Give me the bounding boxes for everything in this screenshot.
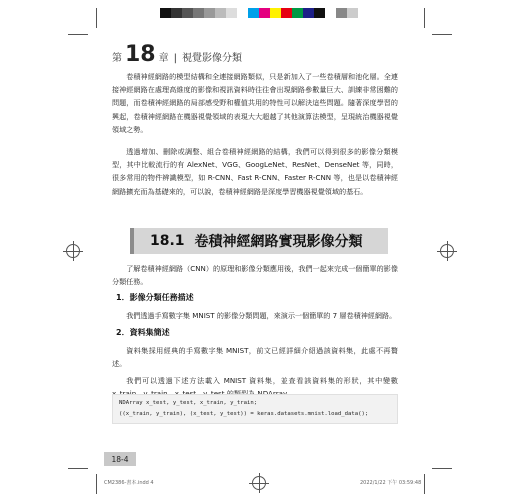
color-swatch [171, 8, 182, 18]
chapter-number: 18 [125, 42, 156, 67]
crop-mark-bottom-right-h [432, 468, 452, 469]
body-text-upper [112, 70, 398, 207]
section-number: 18.1 [150, 233, 185, 249]
crop-mark-bottom-left-h [68, 468, 88, 469]
color-swatch [204, 8, 215, 18]
paragraph: 資料集採用經典的手寫數字集 MNIST，前文已經詳細介紹過該資料集，此處不再贅述。 [112, 345, 398, 368]
chapter-header [112, 44, 242, 66]
color-swatch [215, 8, 226, 18]
printer-color-bar [160, 8, 358, 18]
print-slug-timestamp: 2022/1/22 下午 03:59:48 [360, 480, 422, 486]
color-swatch [193, 8, 204, 18]
chapter-word-suffix: 章 [158, 53, 169, 64]
crop-mark-bottom-right-v [424, 474, 425, 494]
color-swatch [248, 8, 259, 18]
crop-mark-top-right-v [424, 8, 425, 28]
color-swatch [325, 8, 336, 18]
crop-mark-top-left-v [96, 8, 97, 28]
registration-mark-left [66, 244, 80, 258]
chapter-word-prefix: 第 [112, 53, 122, 64]
color-swatch [314, 8, 325, 18]
code-block [112, 394, 398, 424]
code-line: NDArray x_test, y_test, x_train, y_train; [119, 400, 258, 406]
color-swatch [160, 8, 171, 18]
crop-mark-top-left-h [68, 34, 88, 35]
registration-mark-right [440, 244, 454, 258]
paragraph: 我們可以透過下述方法載入 MNIST 資料集，並查看該資料集的形狀，其中變數 [126, 376, 398, 386]
paragraph: 卷積神經網路的模型結構和全連接網路類似，只是新加入了一些卷積層和池化層。全連接神經網路在處理高維度的影像和視訊資料時往往會出現網路參數量巨大、訓練非常困難的問題，而卷積神經網路的局部感受野和權值共用的特性可以解決這些問題。隨著深度學習的興起，卷積神經網路在機器視覺領域的表現大大超越了其他演算法模型，呈現統治機器視覺領域之勢。 [112, 72, 398, 134]
print-slug-filename: CM2386-書本.indd 4 [104, 480, 154, 486]
color-swatch [270, 8, 281, 18]
page-number: 18-4 [104, 452, 136, 466]
color-swatch [292, 8, 303, 18]
color-swatch [237, 8, 248, 18]
subsection-heading: 2．資料集簡述 [116, 327, 170, 337]
subsection-heading: 1．影像分類任務描述 [116, 293, 194, 303]
code-line: ((x_train, y_train), (x_test, y_test)) = keras.datasets.mnist.load_data(); [119, 411, 369, 417]
registration-mark-bottom [252, 476, 266, 490]
color-swatch [259, 8, 270, 18]
section-intro: 了解卷積神經網路（CNN）的原理和影像分類應用後，我們一起來完成一個簡單的影像分類任務。 [112, 264, 398, 287]
color-swatch [226, 8, 237, 18]
crop-mark-top-right-h [432, 34, 452, 35]
header-separator: | [173, 53, 177, 64]
color-swatch [336, 8, 347, 18]
paragraph: 透過增加、刪除或調整、組合卷積神經網路的結構，我們可以得到很多的影像分類模型，其中比較流行的有 AlexNet、VGG、GoogLeNet、ResNet、DenseNet 等，同時，很多常用的物件辨識模型，如 R-CNN、Fast R-CNN、Faster R-CNN 等，也是以卷積神經網路擴充而為基礎來的，可以說，卷積神經網路是深度學習機器視覺領域的基石。 [112, 147, 398, 196]
color-swatch [281, 8, 292, 18]
color-swatch [347, 8, 358, 18]
section-heading [130, 228, 388, 254]
paragraph: 我們透過手寫數字集 MNIST 的影像分類問題，來演示一個簡單的 7 層卷積神經網路。 [126, 311, 397, 321]
chapter-title: 視覺影像分類 [182, 53, 242, 64]
section-title: 卷積神經網路實現影像分類 [194, 234, 363, 250]
body-text-lower [112, 262, 398, 409]
crop-mark-bottom-left-v [96, 474, 97, 494]
color-swatch [182, 8, 193, 18]
color-swatch [303, 8, 314, 18]
